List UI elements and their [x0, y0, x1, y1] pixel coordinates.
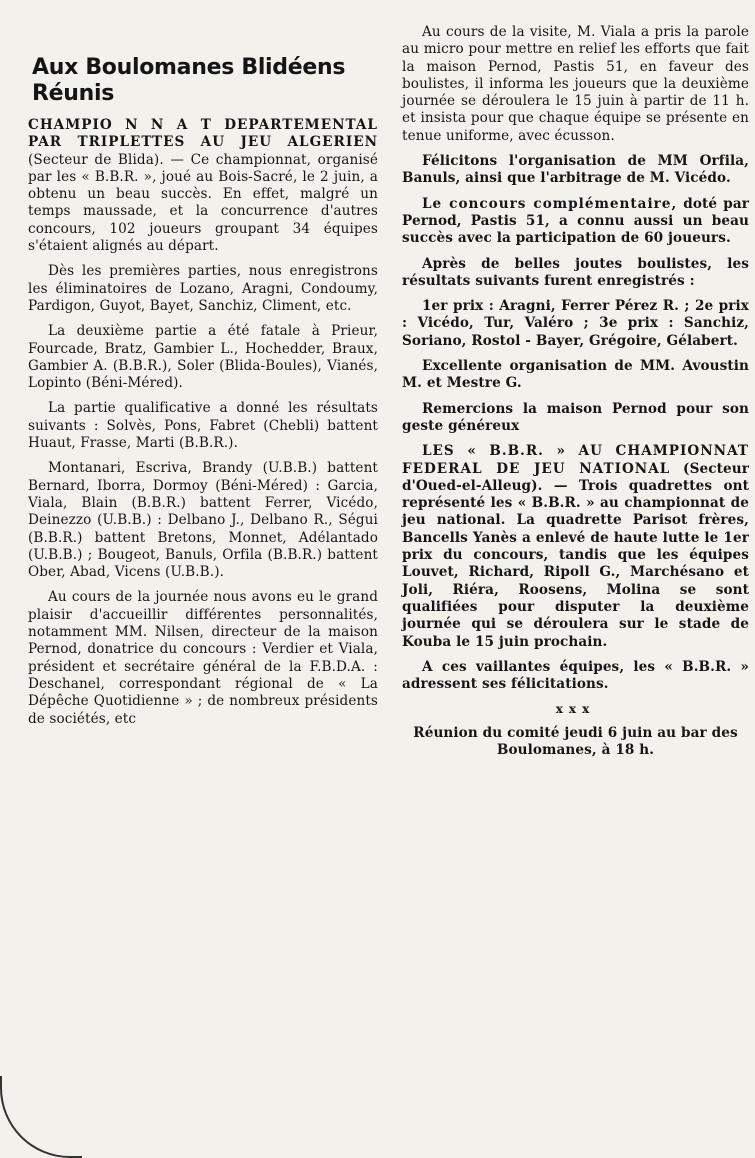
right-paragraph-text-5: 1er prix : Aragni, Ferrer Pérez R. ; 2e prix : Vicédo, Tur, Valéro ; 3e prix : Sanchiz, Soriano, Rostol - Bayer, Grégoire, Gélabert.: [402, 298, 749, 349]
right-paragraph-text-1: Au cours de la visite, M. Viala a pris la parole au micro pour mettre en relief les efforts que fait la maison Pernod, Pastis 51, en faveur des boulistes, il informa les joueurs que la deuxième journée se déroulera le 15 juin à partir de 11 h. et insista pour que chaque équipe se présente en tenue uniforme, avec écusson.: [402, 24, 749, 144]
right-paragraph-text-4: Après de belles joutes boulistes, les résultats suivants furent enregistrés :: [402, 255, 749, 289]
left-paragraph-text-2: Dès les premières parties, nous enregistrons les éliminatoires de Lozano, Aragni, Condoumy, Pardigon, Guyot, Bayet, Sanchiz, Climent, etc.: [28, 263, 378, 314]
right-paragraph-6: [402, 358, 749, 393]
article-title: Aux Boulomanes Blidéens Réunis: [32, 55, 346, 106]
left-paragraph-text-5: Montanari, Escriva, Brandy (U.B.B.) battent Bernard, Iborra, Dormoy (Béni-Méred) : Garcia, Viala, Blain (B.B.R.) battent Ferrer, Vicédo, Deinezzo (U.B.B.) : Delbano J., Delbano R., Ségui (B.B.R.) battent Bretons, Monnet, Adélantado (U.B.B.) ; Bougeot, Banuls, Orfila (B.B.R.) battent Ober, Abad, Vicens (U.B.B.).: [28, 460, 378, 581]
left-paragraph-4: [28, 400, 378, 452]
right-paragraphs: [402, 24, 749, 693]
right-paragraph-3: [402, 196, 749, 248]
left-paragraph-5: [28, 460, 378, 581]
left-paragraph-text-4: La partie qualificative a donné les résultats suivants : Solvès, Pons, Fabret (Chebli) battent Huaut, Frasse, Marti (B.B.R.).: [28, 400, 378, 452]
meeting-notice: Réunion du comité jeudi 6 juin au bar des Boulomanes, à 18 h.: [413, 724, 738, 758]
left-paragraph-text-6: Au cours de la journée nous avons eu le grand plaisir d'accueillir différentes personnalités, notamment MM. Nilsen, directeur de la maison Pernod, donatrice du concours : Verdier et Viala, président et secrétaire général de la F.B.D.A. : Deschanel, correspondant régional de « La Dépêche Quotidienne » ; de nombreux présidents de sociétés, etc: [28, 589, 378, 727]
left-paragraph-6: [28, 589, 378, 727]
right-paragraph-text-6: Excellente organisation de MM. Avoustin M. et Mestre G.: [402, 358, 749, 392]
left-paragraph-text-1: (Secteur de Blida). — Ce championnat, organisé par les « B.B.R. », joué au Bois-Sacré, le 2 juin, a obtenu un beau succès. En effet, malgré un temps maussade, et la concurrence d'autres concours, 102 joueurs groupant 34 équipes s'étaient alignés au départ.: [28, 151, 378, 255]
right-paragraph-5: [402, 298, 749, 350]
left-paragraph-1: [28, 117, 378, 255]
section-separator: xxx: [555, 702, 596, 717]
right-paragraph-text-2: Félicitons l'organisation de MM Orfila, Banuls, ainsi que l'arbitrage de M. Vicédo.: [402, 153, 749, 187]
right-paragraph-text-8: (Secteur d'Oued-el-Alleug). — Trois quadrettes ont représenté les « B.B.R. » au championnat de jeu national. La quadrette Parisot frères, Bancells Yanès a enlevé de haute lutte le 1er prix du concours, tandis que les équipes Louvet, Richard, Ripoll G., Marchésano et Joli, Riéra, Roosens, Molina se sont qualifiées pour disputer la deuxième journée qui se déroulera sur le stade de Kouba le 15 juin prochain.: [402, 460, 750, 650]
right-paragraph-9: [402, 659, 749, 694]
right-paragraph-1: [402, 24, 749, 145]
right-paragraph-text-7: Remercions la maison Pernod pour son geste généreux: [402, 400, 749, 434]
right-paragraph-8: [402, 443, 749, 651]
right-paragraph-text-3: doté par Pernod, Pastis 51, a connu aussi un beau succès avec la participation de 60 joueurs.: [402, 195, 750, 247]
article-right-column: [402, 0, 749, 767]
right-paragraph-text-9: A ces vaillantes équipes, les « B.B.R. » adressent ses félicitations.: [402, 658, 749, 693]
clipping-torn-edge: [0, 1076, 82, 1158]
left-paragraph-text-3: La deuxième partie a été fatale à Prieur, Fourcade, Bratz, Gambier L., Hochedder, Braux, Gambier A. (B.B.R.), Soler (Blida-Boules), Vianés, Lopinto (Béni-Méred).: [28, 323, 378, 392]
right-paragraph-7: [402, 401, 749, 436]
left-paragraph-lead-1: CHAMPIO N N A T DEPARTEMENTAL PAR TRIPLETTES AU JEU ALGERIEN: [28, 117, 378, 151]
left-paragraph-3: [28, 323, 378, 392]
article-left-column: [28, 0, 378, 736]
left-paragraph-2: [28, 263, 378, 315]
right-paragraph-lead-3: Le concours complémentaire,: [422, 195, 678, 212]
right-paragraph-2: [402, 153, 749, 188]
right-paragraph-lead-8: LES « B.B.R. » AU CHAMPIONNAT FEDERAL DE JEU NATIONAL: [402, 443, 749, 477]
right-paragraph-4: [402, 256, 749, 291]
left-paragraphs: [28, 117, 378, 728]
